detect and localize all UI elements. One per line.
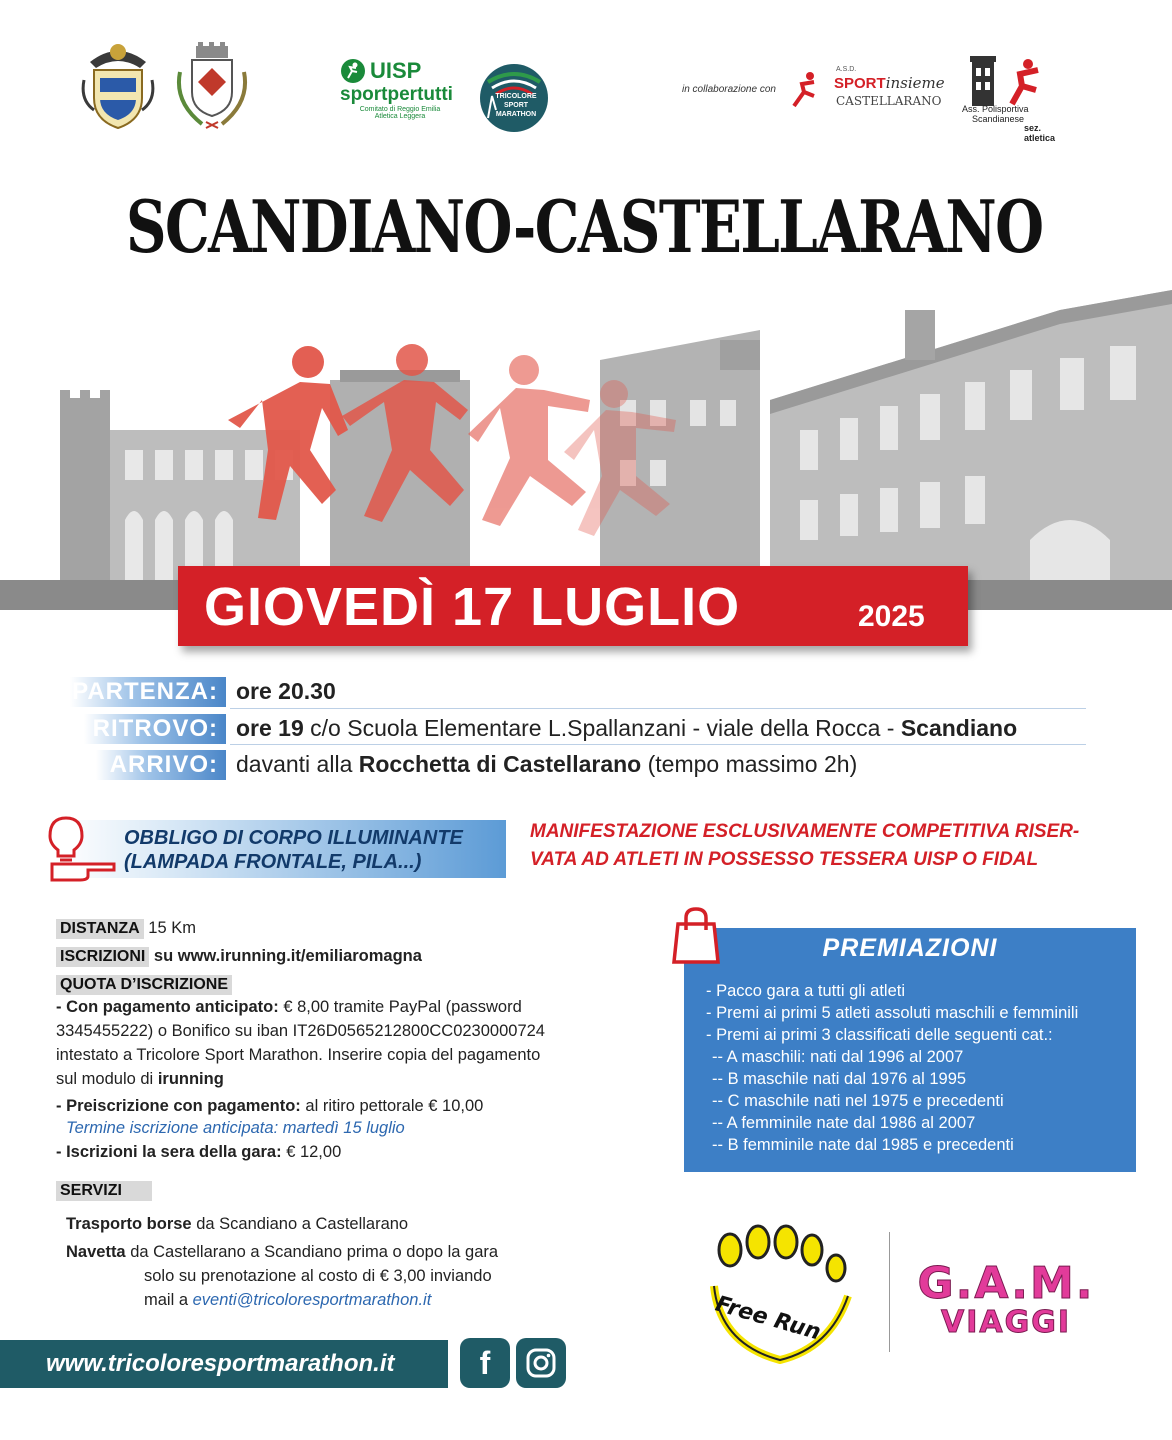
free-run-text: Free Run (712, 1291, 824, 1346)
sport-insieme-runner-icon (790, 70, 822, 110)
distanza-label: DISTANZA (56, 919, 144, 939)
arrivo-pre: davanti alla (236, 751, 359, 777)
iscrizioni-value: su www.irunning.it/emiliaromagna (149, 947, 422, 965)
obbligo-banner (60, 820, 506, 878)
quota-b-label: - Preiscrizione con pagamento: (56, 1097, 301, 1115)
quota-a-line1: € 8,00 tramite PayPal (password (278, 998, 522, 1016)
premiazioni-item: -- A maschili: nati dal 1996 al 2007 (712, 1048, 964, 1066)
navetta-line3 (144, 1288, 431, 1312)
arrivo-place: Rocchetta di Castellarano (358, 751, 642, 777)
iscrizioni-row (56, 944, 422, 968)
town-skyline-icon (0, 290, 1172, 610)
premiazioni-item: -- B femminile nate dal 1985 e precedenti (712, 1136, 1014, 1154)
quota-row (56, 972, 232, 996)
facebook-button[interactable] (460, 1338, 510, 1388)
instagram-button[interactable] (516, 1338, 566, 1388)
partenza-time: ore 20.30 (236, 678, 336, 704)
navetta-email-link[interactable]: eventi@tricoloresportmarathon.it (192, 1291, 432, 1309)
lightbulb-hand-icon (40, 814, 120, 884)
arrivo-value (236, 751, 857, 778)
ritrovo-place: c/o Scuola Elementare L.Spallanzani - viale della Rocca - (303, 715, 901, 741)
quota-c-label: - Iscrizioni la sera della gara: (56, 1143, 282, 1161)
polisportiva-line2: Scandianese (972, 114, 1025, 124)
instagram-icon (526, 1348, 556, 1378)
quota-label: QUOTA D’ISCRIZIONE (56, 975, 232, 995)
hero-illustration (0, 290, 1172, 610)
uisp-runner-icon (340, 58, 366, 84)
premiazioni-item: -- B maschile nati dal 1976 al 1995 (712, 1070, 967, 1088)
navetta-line1: da Castellarano a Scandiano prima o dopo la gara (125, 1243, 499, 1261)
navetta-mail-pre: mail a (144, 1291, 193, 1309)
premiazioni-item: - Premi ai primi 5 atleti assoluti maschili e femminili (706, 1004, 1079, 1022)
arrivo-label: ARRIVO: (96, 750, 226, 780)
trasporto-value: da Scandiano a Castellarano (191, 1215, 409, 1233)
premiazioni-item: - Premi ai primi 3 classificati delle seguenti cat.: (706, 1026, 1053, 1044)
trasporto-row (66, 1212, 408, 1236)
notice-line1: MANIFESTAZIONE ESCLUSIVAMENTE COMPETITIVA RISER- (530, 821, 1080, 842)
quota-a-line4: sul modulo di (56, 1070, 158, 1088)
distanza-row (56, 916, 196, 940)
partenza-label: PARTENZA: (70, 677, 226, 707)
servizi-label: SERVIZI (56, 1181, 152, 1201)
event-date: GIOVEDÌ 17 LUGLIO (204, 577, 741, 637)
uisp-name: UISP (370, 58, 422, 83)
navetta-label: Navetta (66, 1243, 126, 1261)
logo-scandiano-crest (80, 40, 156, 130)
polisportiva-line3: sez. atletica (1024, 123, 1056, 143)
gam-name: G.A.M. (917, 1258, 1095, 1309)
notice-line2: VATA AD ATLETI IN POSSESSO TESSERA UISP O FIDAL (530, 849, 1039, 870)
iscrizioni-label: ISCRIZIONI (56, 947, 149, 967)
logo-gam-viaggi (906, 1258, 1106, 1340)
quota-a-line2: 3345455222) o Bonifico su iban IT26D0565212800CC0230000724 (56, 1022, 545, 1040)
gam-viaggi: VIAGGI (940, 1305, 1071, 1340)
sport-insieme-insieme: insieme (885, 74, 945, 92)
premiazioni-item: - Pacco gara a tutti gli atleti (706, 982, 906, 1000)
premiazioni-item: -- C maschile nati nel 1975 e precedenti (712, 1092, 1004, 1110)
premiazioni-title: PREMIAZIONI (822, 934, 998, 962)
quota-b-value: al ritiro pettorale € 10,00 (300, 1097, 484, 1115)
event-year: 2025 (858, 600, 925, 633)
sport-insieme-sport: SPORT (834, 75, 886, 92)
quota-a-label: - Con pagamento anticipato: (56, 998, 279, 1016)
quota-a-line3: intestato a Tricolore Sport Marathon. Inserire copia del pagamento (56, 1046, 541, 1064)
ritrovo-town: Scandiano (900, 715, 1018, 741)
notice-text (530, 818, 1079, 874)
ritrovo-time: ore 19 (236, 715, 304, 741)
info-divider (230, 744, 1086, 745)
logo-free-run (700, 1224, 860, 1364)
logo-sport-insieme (790, 66, 945, 112)
website-link[interactable]: www.tricoloresportmarathon.it (46, 1350, 395, 1377)
info-divider (230, 708, 1086, 709)
polisportiva-line1: Ass. Polisportiva (962, 104, 1029, 114)
arrivo-post: (tempo massimo 2h) (641, 751, 858, 777)
quota-sera (56, 1140, 341, 1164)
trasporto-label: Trasporto borse (66, 1215, 192, 1233)
termine-iscrizione: Termine iscrizione anticipata: martedì 15 luglio (66, 1119, 405, 1137)
ritrovo-value (236, 715, 1017, 742)
premiazioni-list (706, 980, 1078, 1156)
quota-c-value: € 12,00 (281, 1143, 342, 1161)
tricolore-name: TRICOLORE SPORT MARATHON (495, 93, 537, 118)
sport-insieme-prefix: A.S.D. (836, 66, 857, 73)
quota-preiscrizione (56, 1094, 483, 1118)
ritrovo-label: RITROVO: (84, 714, 226, 744)
quota-anticipato (56, 995, 630, 1091)
logo-uisp (340, 58, 460, 138)
sport-insieme-town: CASTELLARANO (836, 94, 942, 108)
uisp-committee: Comitato di Reggio Emilia (359, 106, 441, 113)
uisp-tagline: sportpertutti (340, 84, 453, 105)
logo-tricolore (478, 62, 550, 134)
obbligo-line2: (LAMPADA FRONTALE, PILA...) (124, 851, 422, 873)
navetta-row (66, 1240, 498, 1264)
sponsor-divider (889, 1232, 890, 1352)
logo-polisportiva (962, 54, 1074, 143)
servizi-row (56, 1178, 152, 1202)
distanza-value: 15 Km (143, 919, 196, 937)
facebook-icon: f (479, 1344, 491, 1381)
collab-text: in collaborazione con (682, 84, 776, 95)
partenza-value (236, 678, 336, 705)
page-title: SCANDIANO-CASTELLARANO (126, 184, 1043, 269)
obbligo-line1: OBBLIGO DI CORPO ILLUMINANTE (124, 827, 463, 849)
logo-castellarano-crest (172, 42, 252, 134)
navetta-line2: solo su prenotazione al costo di € 3,00 inviando (144, 1267, 492, 1285)
date-banner (178, 566, 968, 646)
premiazioni-item: -- A femminile nate dal 1986 al 2007 (712, 1114, 976, 1132)
footer-url-bar (0, 1340, 448, 1388)
uisp-section: Atletica Leggera (374, 113, 426, 120)
quota-a-irunning: irunning (157, 1070, 224, 1088)
